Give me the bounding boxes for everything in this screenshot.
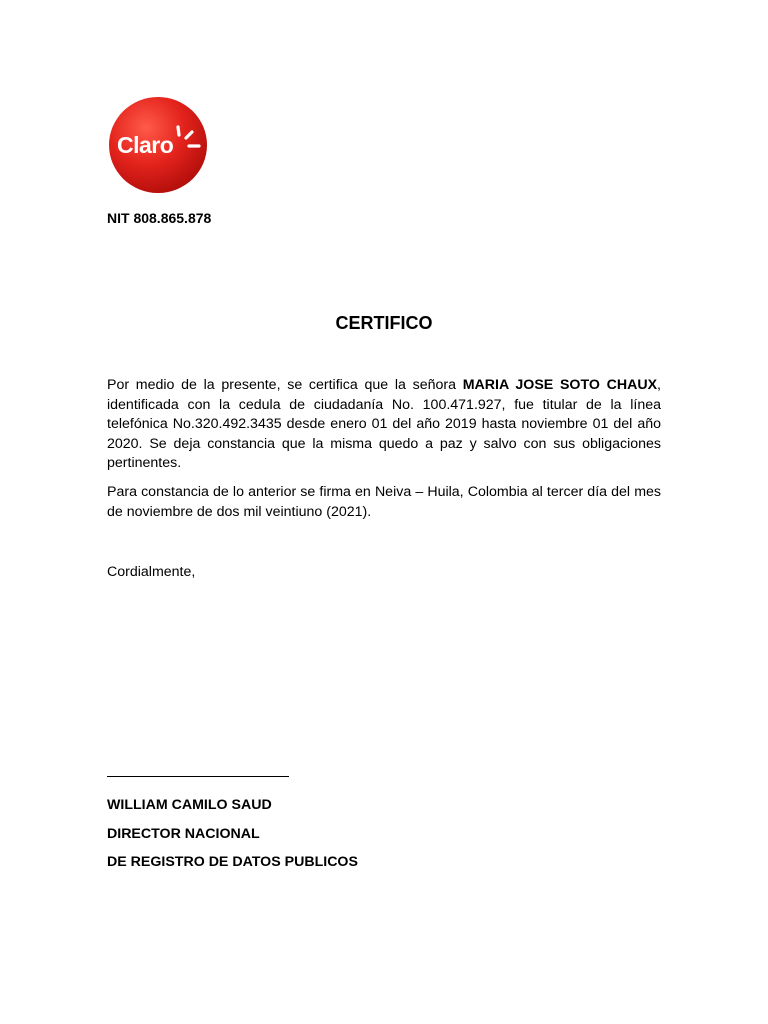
company-nit: NIT 808.865.878 [107, 210, 212, 226]
signer-name: WILLIAM CAMILO SAUD [107, 797, 272, 813]
certification-paragraph [107, 376, 661, 474]
closing-salutation: Cordialmente, [107, 564, 196, 580]
signature-line [107, 776, 289, 777]
document-title: CERTIFICO [335, 313, 433, 333]
place-date-paragraph: Para constancia de lo anterior se firma en Neiva – Huila, Colombia al tercer día del mes de noviembre de dos mil veintiuno (2021). [107, 484, 661, 520]
logo-wordmark: Claro [117, 132, 174, 158]
paragraph-text-start: Por medio de la presente, se certifica que la señora [107, 377, 463, 393]
holder-name: MARIA JOSE SOTO CHAUX [462, 377, 658, 393]
claro-logo [108, 96, 210, 194]
signer-department: DE REGISTRO DE DATOS PUBLICOS [107, 854, 358, 870]
signer-role: DIRECTOR NACIONAL [107, 826, 260, 842]
paragraph-text-end: , identificada con la cedula de ciudadanía No. 100.471.927, fue titular de la línea telefónica No.320.492.3435 desde enero 01 del año 2019 hasta noviembre 01 del año 2020. Se deja constancia que la misma quedo a paz y salvo con sus obligaciones pertinentes. [107, 377, 661, 472]
